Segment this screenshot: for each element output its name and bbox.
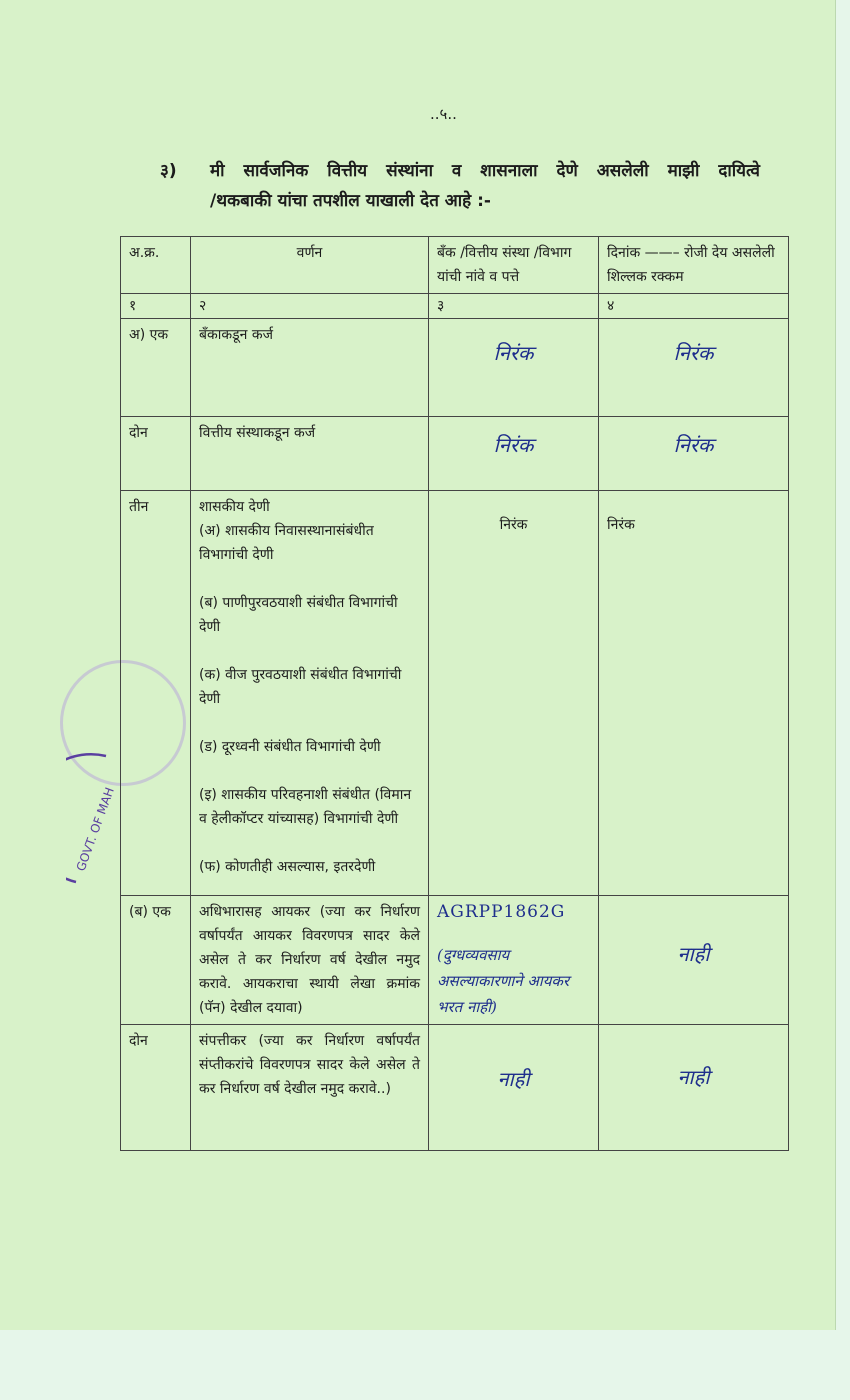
handwritten-no: नाही bbox=[429, 1025, 599, 1151]
table-row bbox=[121, 417, 789, 491]
row-serial: अ) एक bbox=[121, 319, 191, 417]
table-header-row bbox=[121, 237, 789, 294]
handwritten-nil: निरंक bbox=[429, 319, 599, 417]
row-description: वित्तीय संस्थाकडून कर्ज bbox=[191, 417, 429, 491]
table-row bbox=[121, 896, 789, 1025]
table-row bbox=[121, 1025, 789, 1151]
row-description: अधिभारासह आयकर (ज्या कर निर्धारण वर्षापर्यंत आयकर विवरणपत्र सादर केले असेल ते कर निर्धारण वर्ष देखील नमुद करावे. आयकराचा स्थायी लेखा क्रमांक (पॅन) देखील दयावा) bbox=[191, 896, 429, 1025]
handwritten-nil: निरंक bbox=[599, 319, 789, 417]
column-number: ४ bbox=[599, 294, 789, 319]
nil-value: निरंक bbox=[429, 491, 599, 896]
pan-number: AGRPP1862G bbox=[437, 902, 566, 922]
handwritten-pan bbox=[429, 896, 599, 1025]
handwritten-nil: निरंक bbox=[599, 417, 789, 491]
row-serial: दोन bbox=[121, 417, 191, 491]
row-serial: दोन bbox=[121, 1025, 191, 1151]
column-number: १ bbox=[121, 294, 191, 319]
govt-dues-item: (अ) शासकीय निवासस्थानासंबंधीत विभागांची देणी bbox=[199, 523, 374, 563]
column-number: ३ bbox=[429, 294, 599, 319]
header-serial: अ.क्र. bbox=[121, 237, 191, 294]
govt-dues-item: (ड) दूरध्वनी संबंधीत विभागांची देणी bbox=[199, 739, 381, 755]
pan-note: (दुग्धव्यवसाय असल्याकारणाने आयकर भरत नाही) bbox=[437, 946, 570, 1016]
heading-line-1: मी सार्वजनिक वित्तीय संस्थांना व शासनाला देणे असलेली माझी दायित्वे bbox=[210, 161, 760, 181]
column-number-row bbox=[121, 294, 789, 319]
govt-dues-item: (ब) पाणीपुरवठयाशी संबंधीत विभागांची देणी bbox=[199, 595, 398, 635]
liabilities-table bbox=[120, 236, 789, 1151]
column-number: २ bbox=[191, 294, 429, 319]
svg-text:GOVT. OF MAH: GOVT. OF MAH bbox=[73, 785, 117, 874]
govt-dues-item: (इ) शासकीय परिवहनाशी संबंधीत (विमान व हेलीकॉप्टर यांच्यासह) विभागांची देणी bbox=[199, 787, 412, 827]
section-number: ३) bbox=[160, 161, 177, 181]
heading-line-2: /थकबाकी यांचा तपशील याखाली देत आहे :- bbox=[210, 191, 491, 211]
govt-dues-item: (फ) कोणतीही असल्यास, इतरदेणी bbox=[199, 859, 376, 875]
page-number: ..५.. bbox=[430, 105, 457, 123]
table-row bbox=[121, 491, 789, 896]
row-serial: (ब) एक bbox=[121, 896, 191, 1025]
row-serial: तीन bbox=[121, 491, 191, 896]
handwritten-no: नाही bbox=[599, 896, 789, 1025]
govt-dues-title: शासकीय देणी bbox=[199, 499, 270, 515]
govt-dues-item: (क) वीज पुरवठयाशी संबंधीत विभागांची देणी bbox=[199, 667, 402, 707]
row-description: संपत्तीकर (ज्या कर निर्धारण वर्षापर्यंत संप्तीकरांचे विवरणपत्र सादर केले असेल ते कर निर्धारण वर्ष देखील नमुद करावे..) bbox=[191, 1025, 429, 1151]
nil-value: निरंक bbox=[599, 491, 789, 896]
table-row bbox=[121, 319, 789, 417]
header-balance: दिनांक ——– रोजी देय असलेली शिल्लक रक्कम bbox=[599, 237, 789, 294]
handwritten-nil: निरंक bbox=[429, 417, 599, 491]
row-description bbox=[191, 491, 429, 896]
header-institution: बँक /वित्तीय संस्था /विभाग यांची नांवे व पत्ते bbox=[429, 237, 599, 294]
header-description: वर्णन bbox=[191, 237, 429, 294]
handwritten-no: नाही bbox=[599, 1025, 789, 1151]
row-description: बँकाकडून कर्ज bbox=[191, 319, 429, 417]
